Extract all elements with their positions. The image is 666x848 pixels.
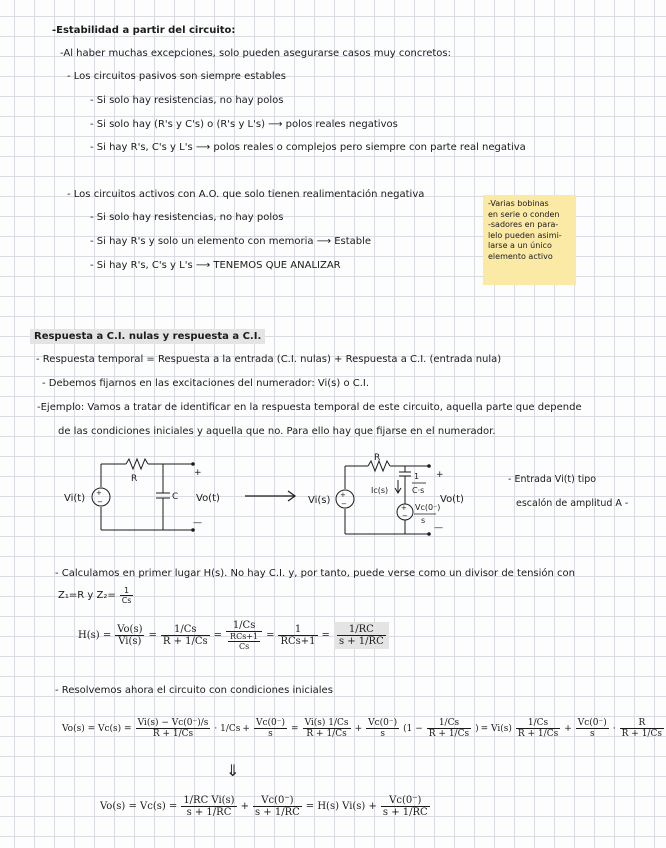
svg-text:+: + <box>96 489 102 497</box>
transfer-function-equation: H(s) = $\frac{Vo(s)}{Vi(s)}$ = $\frac{1/Cs}{R + 1/Cs}$ = $\frac{1/Cs}{\frac{\text{RCs+1}}{Cs}}$ = $\frac{1}{\text{RCs+1}}$ = $\frac{1/RC}{s + 1/RC}$ <box>78 620 391 651</box>
temporal-response-line: - Respuesta temporal = Respuesta a la entrada (C.I. nulas) + Respuesta a C.I. (entrada nula) <box>36 354 502 365</box>
calc-line-1: - Calculamos en primer lugar H(s). No hay C.I. y, por tanto, puede verse como un divisor de tensión con <box>55 568 576 579</box>
note-line: -sadores en para- <box>488 220 559 230</box>
passive-item: - Si solo hay resistencias, no hay polos <box>90 95 284 106</box>
implies-arrow: ⇓ <box>226 761 240 780</box>
active-heading: - Los circuitos activos con A.O. que solo tienen realimentación negativa <box>67 189 425 200</box>
entrada-note-2: escalón de amplitud A - <box>516 498 629 509</box>
circuit2-ic-source-den: s <box>421 516 426 525</box>
long-right-arrow <box>244 490 298 502</box>
section-response-title: Respuesta a C.I. nulas y respuesta a C.I. <box>30 329 265 344</box>
svg-text:−: − <box>341 500 347 508</box>
note-line: larse a un único <box>488 241 552 251</box>
stability-intro: -Al haber muchas excepciones, solo pueden asegurarse casos muy concretos: <box>60 48 452 59</box>
excitations-line: - Debemos fijarnos en las excitaciones del numerador: Vi(s) o C.I. <box>42 378 370 389</box>
circuit2-plus: + <box>436 470 444 480</box>
circuit-rc-laplace-domain <box>308 452 488 542</box>
final-response-equation: Vo(s) = Vc(s) = $\frac{\text{1/RC Vi(s)}}{s + 1/RC}$ + $\frac{Vc(0^-)}{s + 1/RC}$ = H(s) Vi(s) + $\frac{Vc(0^-)}{s + 1/RC}$ <box>100 795 428 818</box>
entrada-note-1: - Entrada Vi(t) tipo <box>508 474 597 485</box>
note-line: -Varias bobinas <box>488 199 549 208</box>
passive-heading: - Los circuitos pasivos son siempre estables <box>67 71 286 82</box>
sticky-note <box>483 195 576 285</box>
circuit2-impedance-num: 1 <box>414 472 420 481</box>
circuit1-plus: + <box>194 468 202 478</box>
note-line: lelo pueden asimi- <box>488 230 562 240</box>
passive-item: - Si hay R's, C's y L's ⟶ polos reales o complejos pero siempre con parte real negativa <box>90 142 526 153</box>
circuit2-output-label: Vo(t) <box>440 494 464 505</box>
circuit1-minus: — <box>193 518 202 528</box>
circuit2-resistor-label: R <box>374 453 381 463</box>
circuit1-resistor-label: R <box>131 474 138 484</box>
section-stability-title: -Estabilidad a partir del circuito: <box>52 25 236 36</box>
circuit2-current-label: Ic(s) <box>371 486 389 495</box>
svg-text:−: − <box>97 498 103 506</box>
svg-text:+: + <box>340 491 346 499</box>
example-line-2: de las condiciones iniciales y aquella que no. Para ello hay que fijarse en el numerador. <box>58 426 496 437</box>
active-item: - Si hay R's y solo un elemento con memoria ⟶ Estable <box>90 236 372 247</box>
svg-text:+: + <box>401 504 407 512</box>
circuit2-source-label: Vi(s) <box>308 495 331 506</box>
circuit1-source-label: Vi(t) <box>64 493 86 504</box>
svg-text:−: − <box>402 512 408 520</box>
circuit2-impedance-den: C·s <box>412 486 425 495</box>
circuit1-capacitor-label: C <box>172 492 179 502</box>
circuit2-minus: — <box>434 523 443 533</box>
active-item: - Si hay R's, C's y L's ⟶ TENEMOS QUE ANALIZAR <box>90 260 341 271</box>
example-line-1: -Ejemplo: Vamos a tratar de identificar en la respuesta temporal de este circuito, aquella parte que depende <box>37 402 582 413</box>
calc-line-2: Z₁=R y Z₂= <box>58 590 116 601</box>
passive-item: - Si solo hay (R's y C's) o (R's y L's) ⟶ polos reales negativos <box>90 119 398 130</box>
circuit2-ic-source-num: Vc(0⁻) <box>415 503 441 512</box>
circuit-rc-time-domain <box>60 455 240 540</box>
circuit1-output-label: Vo(t) <box>196 493 220 504</box>
active-item: - Si solo hay resistencias, no hay polos <box>90 212 284 223</box>
note-line: elemento activo <box>488 251 553 261</box>
impedance-line: Z₁=R y Z₂= $\frac{1}{Cs}$ <box>58 586 132 605</box>
voltage-derivation-equation: Vo(s) = Vc(s) = $\frac{Vi(s) - Vc(0^-)/s}{R + 1/Cs}$ · 1/Cs + $\frac{Vc(0^-)}{s}$ = $\frac{Vi(s) 1/Cs}{R + 1/Cs}$ + $\frac{Vc(0^-)}{s}$ (1 − $\frac{1/Cs}{R + 1/Cs}$ ) = Vi(s) $\frac{1/Cs}{R + 1/Cs}$ + $\frac{Vc(0^-)}{s}$ · $\frac{R}{R + 1/Cs}$ <box>62 718 662 739</box>
resolvemos-line: - Resolvemos ahora el circuito con condiciones iniciales <box>55 685 333 696</box>
note-line: en serie o conden <box>488 209 560 219</box>
